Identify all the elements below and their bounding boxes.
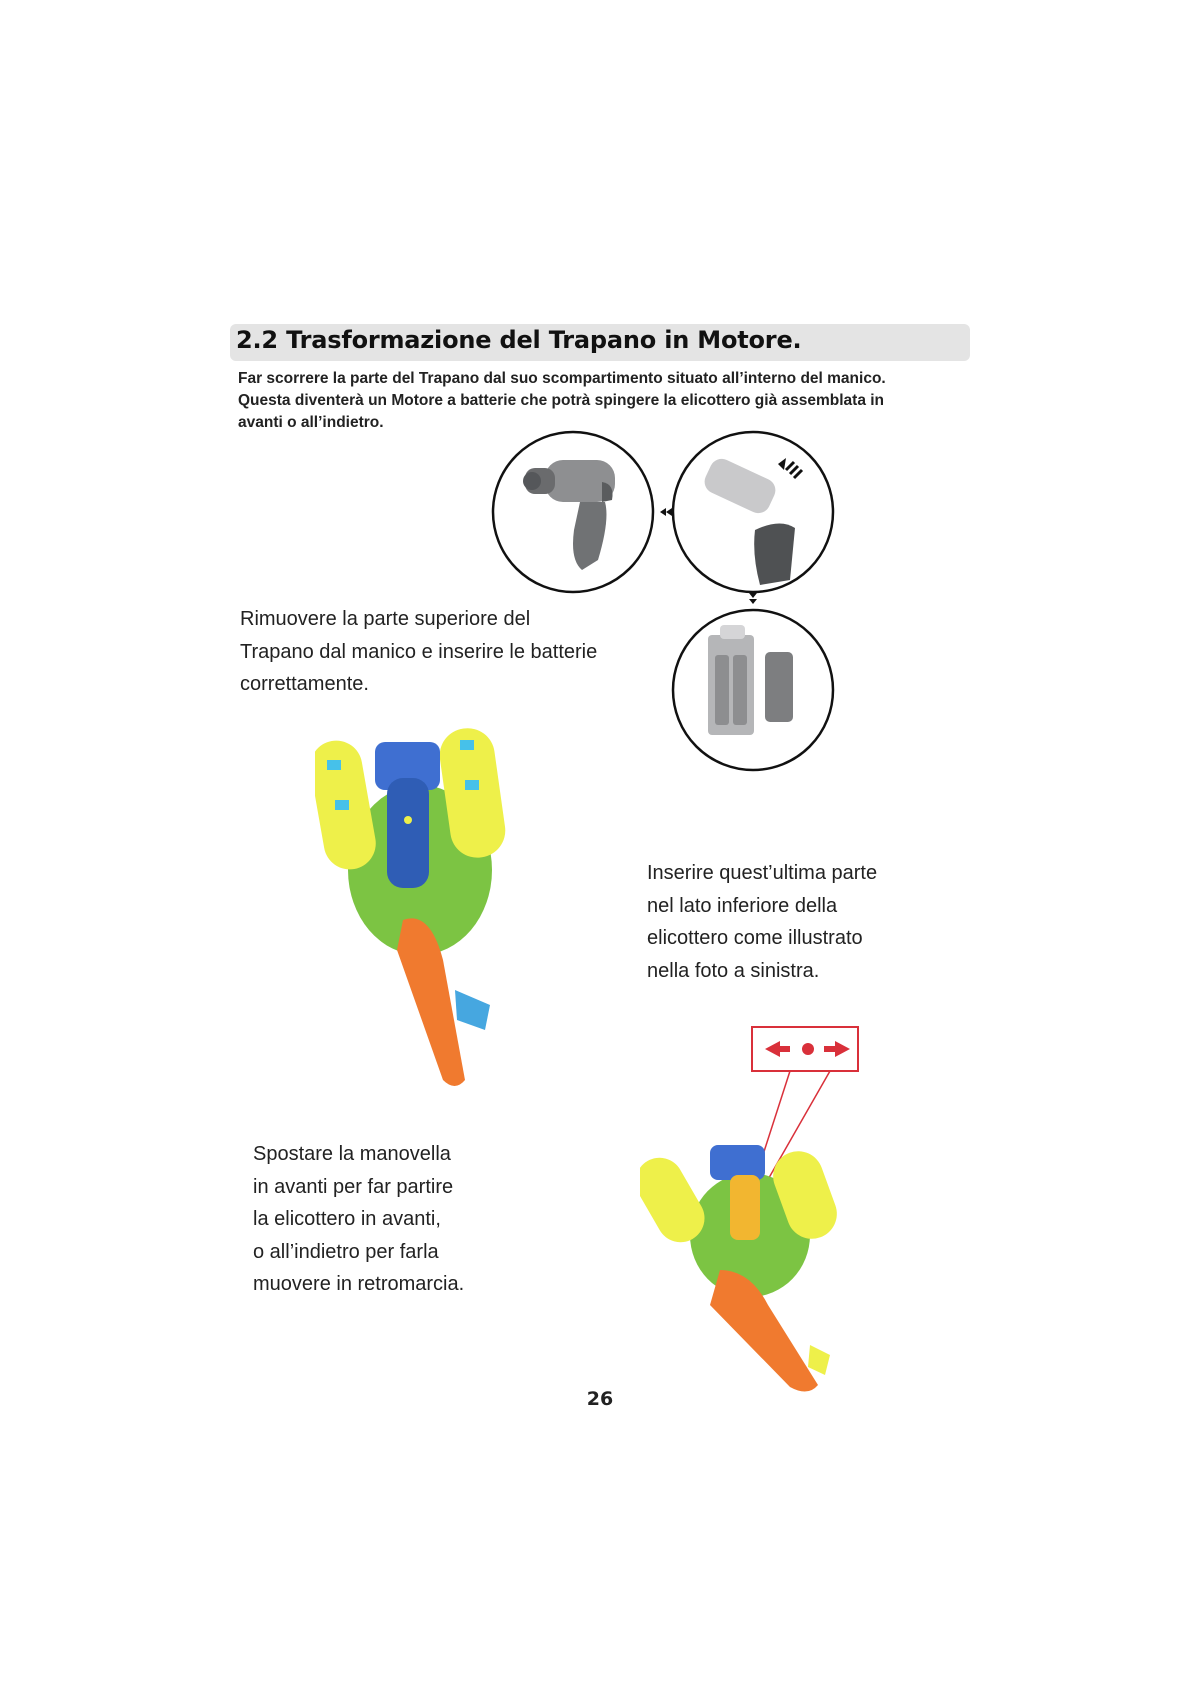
right-double-arrow-icon	[660, 508, 672, 516]
caption-insert-part	[647, 857, 877, 987]
drill-circle	[493, 432, 653, 592]
caption-line: nel lato inferiore della	[647, 894, 838, 917]
helicopter-underside	[315, 725, 509, 1086]
caption-line: Spostare la manovella	[253, 1143, 451, 1165]
intro-line: avanti o all’indietro.	[238, 414, 384, 431]
helicopter-lever	[640, 1144, 844, 1391]
caption-line: Inserire quest’ultima parte	[647, 862, 878, 884]
caption-line: in avanti per far partire	[253, 1175, 454, 1198]
caption-line: Rimuovere la parte superiore del	[240, 608, 531, 630]
drill-disassembly-illustration	[490, 420, 880, 780]
section-title: 2.2 Trasformazione del Trapano in Motore.	[236, 326, 802, 354]
battery-compartment-circle	[673, 610, 833, 770]
neutral-dot-icon	[802, 1043, 814, 1055]
caption-line: elicottero come illustrato	[647, 927, 863, 949]
intro-line: Far scorrere la parte del Trapano dal suo scompartimento situato all’interno del manico.	[238, 370, 886, 387]
helicopter-motor-insert-photo	[315, 720, 545, 1095]
caption-remove-top	[240, 603, 597, 701]
helicopter-lever-photo	[640, 1015, 870, 1400]
down-double-arrow-icon	[749, 593, 757, 604]
page-number: 26	[586, 1388, 614, 1410]
caption-line: muovere in retromarcia.	[253, 1273, 465, 1295]
caption-line: Trapano dal manico e inserire le batterie	[240, 640, 598, 663]
intro-line: Questa diventerà un Motore a batterie che potrà spingere la elicottero già assemblata in	[238, 392, 885, 409]
motor-removed-circle	[673, 432, 833, 592]
caption-line: la elicottero in avanti,	[253, 1208, 441, 1230]
caption-line: correttamente.	[240, 673, 369, 695]
caption-line: nella foto a sinistra.	[647, 959, 820, 982]
caption-move-lever	[253, 1138, 464, 1301]
caption-line: o all’indietro per farla	[253, 1240, 439, 1263]
